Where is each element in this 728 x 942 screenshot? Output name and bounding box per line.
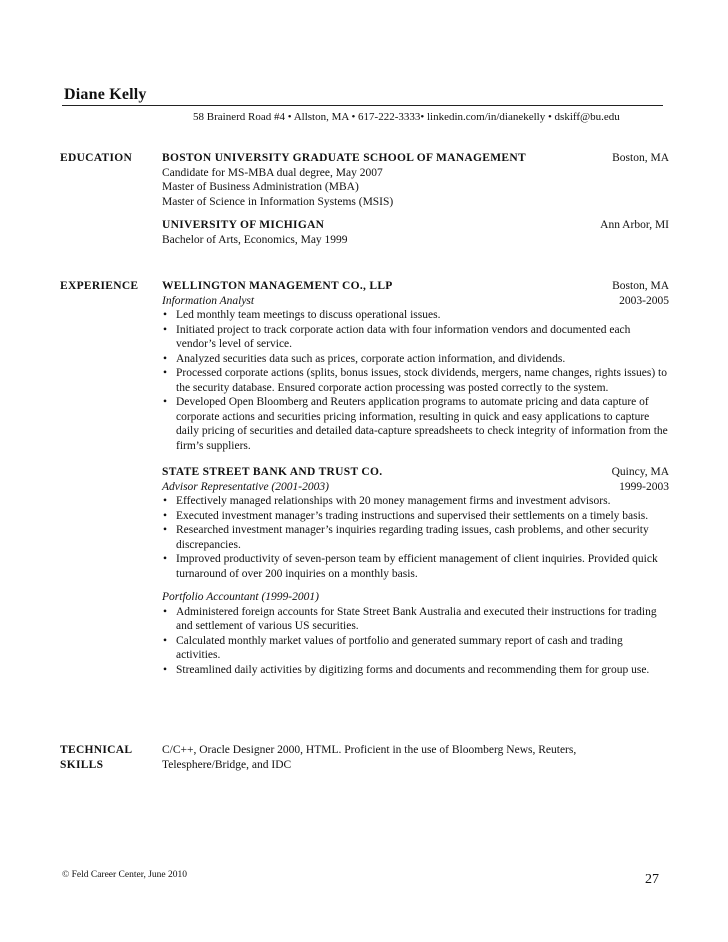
responsibility-text: Analyzed securities data such as prices, corporate action information, and dividends.	[176, 352, 566, 365]
responsibility-item	[162, 308, 669, 323]
candidate-name: Diane Kelly	[64, 86, 147, 103]
responsibility-item	[162, 395, 669, 453]
degree-line: Master of Business Administration (MBA)	[162, 181, 359, 193]
education-body	[162, 151, 669, 256]
school-name: UNIVERSITY OF MICHIGAN	[162, 219, 325, 231]
employer-location: Boston, MA	[612, 280, 669, 292]
degree-line: Candidate for MS-MBA dual degree, May 2007	[162, 166, 383, 179]
bullet-icon: •	[163, 634, 168, 647]
responsibility-text: Streamlined daily activities by digitizing forms and documents and recommending them for group use.	[176, 663, 650, 676]
job-state-street	[162, 465, 669, 677]
education-entry-umich	[162, 218, 669, 247]
responsibility-item	[162, 634, 669, 663]
responsibility-text: Developed Open Bloomberg and Reuters application programs to automate pricing and data capture of corporate actions and securities pricing information, resulting in quick and easy applications to capture daily pricing of securities and detailed data-capture spreadsheets to check integrity of information from the firm’s suppliers.	[176, 396, 668, 452]
header-divider	[62, 105, 663, 106]
employer-location: Quincy, MA	[611, 466, 669, 478]
responsibility-item	[162, 605, 669, 634]
education-entry-bu	[162, 151, 669, 209]
degree-line: Master of Science in Information Systems (MSIS)	[162, 195, 394, 208]
job-dates: 1999-2003	[619, 480, 669, 493]
responsibility-text: Improved productivity of seven-person team by efficient management of client inquiries. Provided quick turnaround of over 200 inquiries on a monthly basis.	[176, 553, 658, 580]
responsibility-item	[162, 509, 669, 524]
job-title: Information Analyst	[162, 294, 255, 307]
experience-heading: EXPERIENCE	[60, 280, 139, 292]
bullet-icon: •	[163, 524, 168, 536]
responsibility-text: Led monthly team meetings to discuss operational issues.	[176, 309, 441, 321]
responsibility-text: Effectively managed relationships with 20 money management firms and investment advisors.	[176, 495, 611, 507]
responsibility-text: Researched investment manager’s inquiries regarding trading issues, cash problems, and other security discrepancies.	[176, 524, 649, 551]
employer-name: WELLINGTON MANAGEMENT CO., LLP	[162, 280, 393, 292]
responsibility-item	[162, 352, 669, 367]
school-location: Ann Arbor, MI	[600, 219, 669, 231]
bullet-icon: •	[163, 323, 168, 336]
responsibility-text: Calculated monthly market values of portfolio and generated summary report of cash and trading activities.	[176, 634, 623, 661]
bullet-icon: •	[163, 495, 168, 507]
bullet-icon: •	[163, 553, 168, 565]
education-heading: EDUCATION	[60, 152, 133, 164]
bullet-icon: •	[163, 367, 168, 379]
responsibility-item	[162, 494, 669, 509]
bullet-icon: •	[163, 605, 168, 618]
experience-body	[162, 279, 669, 686]
responsibility-text: Initiated project to track corporate action data with four information vendors and documented each vendor’s level of service.	[176, 323, 631, 350]
job-title: Advisor Representative (2001-2003)	[162, 480, 329, 493]
contact-line: 58 Brainerd Road #4 • Allston, MA • 617-222-3333• linkedin.com/in/dianekelly • dskiff@bu.edu	[193, 111, 620, 123]
responsibility-text: Executed investment manager’s trading instructions and supervised their settlements on a timely basis.	[176, 509, 649, 522]
responsibility-text: Administered foreign accounts for State Street Bank Australia and executed their instructions for trading and settlement of various US securities.	[176, 605, 657, 632]
responsibility-text: Processed corporate actions (splits, bonus issues, stock dividends, mergers, name changes, rights issues) to the security database. Ensured corporate action processing was posted correctly to the system.	[176, 367, 668, 394]
skills-heading-line: TECHNICAL	[60, 744, 133, 756]
job-wellington	[162, 279, 669, 453]
responsibility-item	[162, 552, 669, 581]
job-dates: 2003-2005	[619, 294, 669, 307]
bullet-icon: •	[163, 396, 168, 408]
skills-heading-line: SKILLS	[60, 759, 104, 771]
skills-heading	[60, 743, 156, 773]
page-number: 27	[645, 872, 659, 887]
responsibility-item	[162, 523, 669, 552]
responsibility-list	[162, 308, 669, 453]
employer-name: STATE STREET BANK AND TRUST CO.	[162, 466, 383, 478]
bullet-icon: •	[163, 352, 168, 365]
bullet-icon: •	[163, 309, 168, 321]
bullet-icon: •	[163, 663, 168, 676]
copyright-footer: © Feld Career Center, June 2010	[62, 870, 188, 880]
responsibility-list	[162, 605, 669, 678]
responsibility-list	[162, 494, 669, 581]
responsibility-item	[162, 366, 669, 395]
degree-line: Bachelor of Arts, Economics, May 1999	[162, 233, 348, 246]
responsibility-item	[162, 663, 669, 678]
job-title: Portfolio Accountant (1999-2001)	[162, 591, 319, 603]
responsibility-item	[162, 323, 669, 352]
school-location: Boston, MA	[612, 152, 669, 164]
school-name: BOSTON UNIVERSITY GRADUATE SCHOOL OF MANAGEMENT	[162, 152, 526, 164]
skills-text: C/C++, Oracle Designer 2000, HTML. Proficient in the use of Bloomberg News, Reuters, Telesphere/Bridge, and IDC	[162, 744, 577, 771]
bullet-icon: •	[163, 509, 168, 522]
